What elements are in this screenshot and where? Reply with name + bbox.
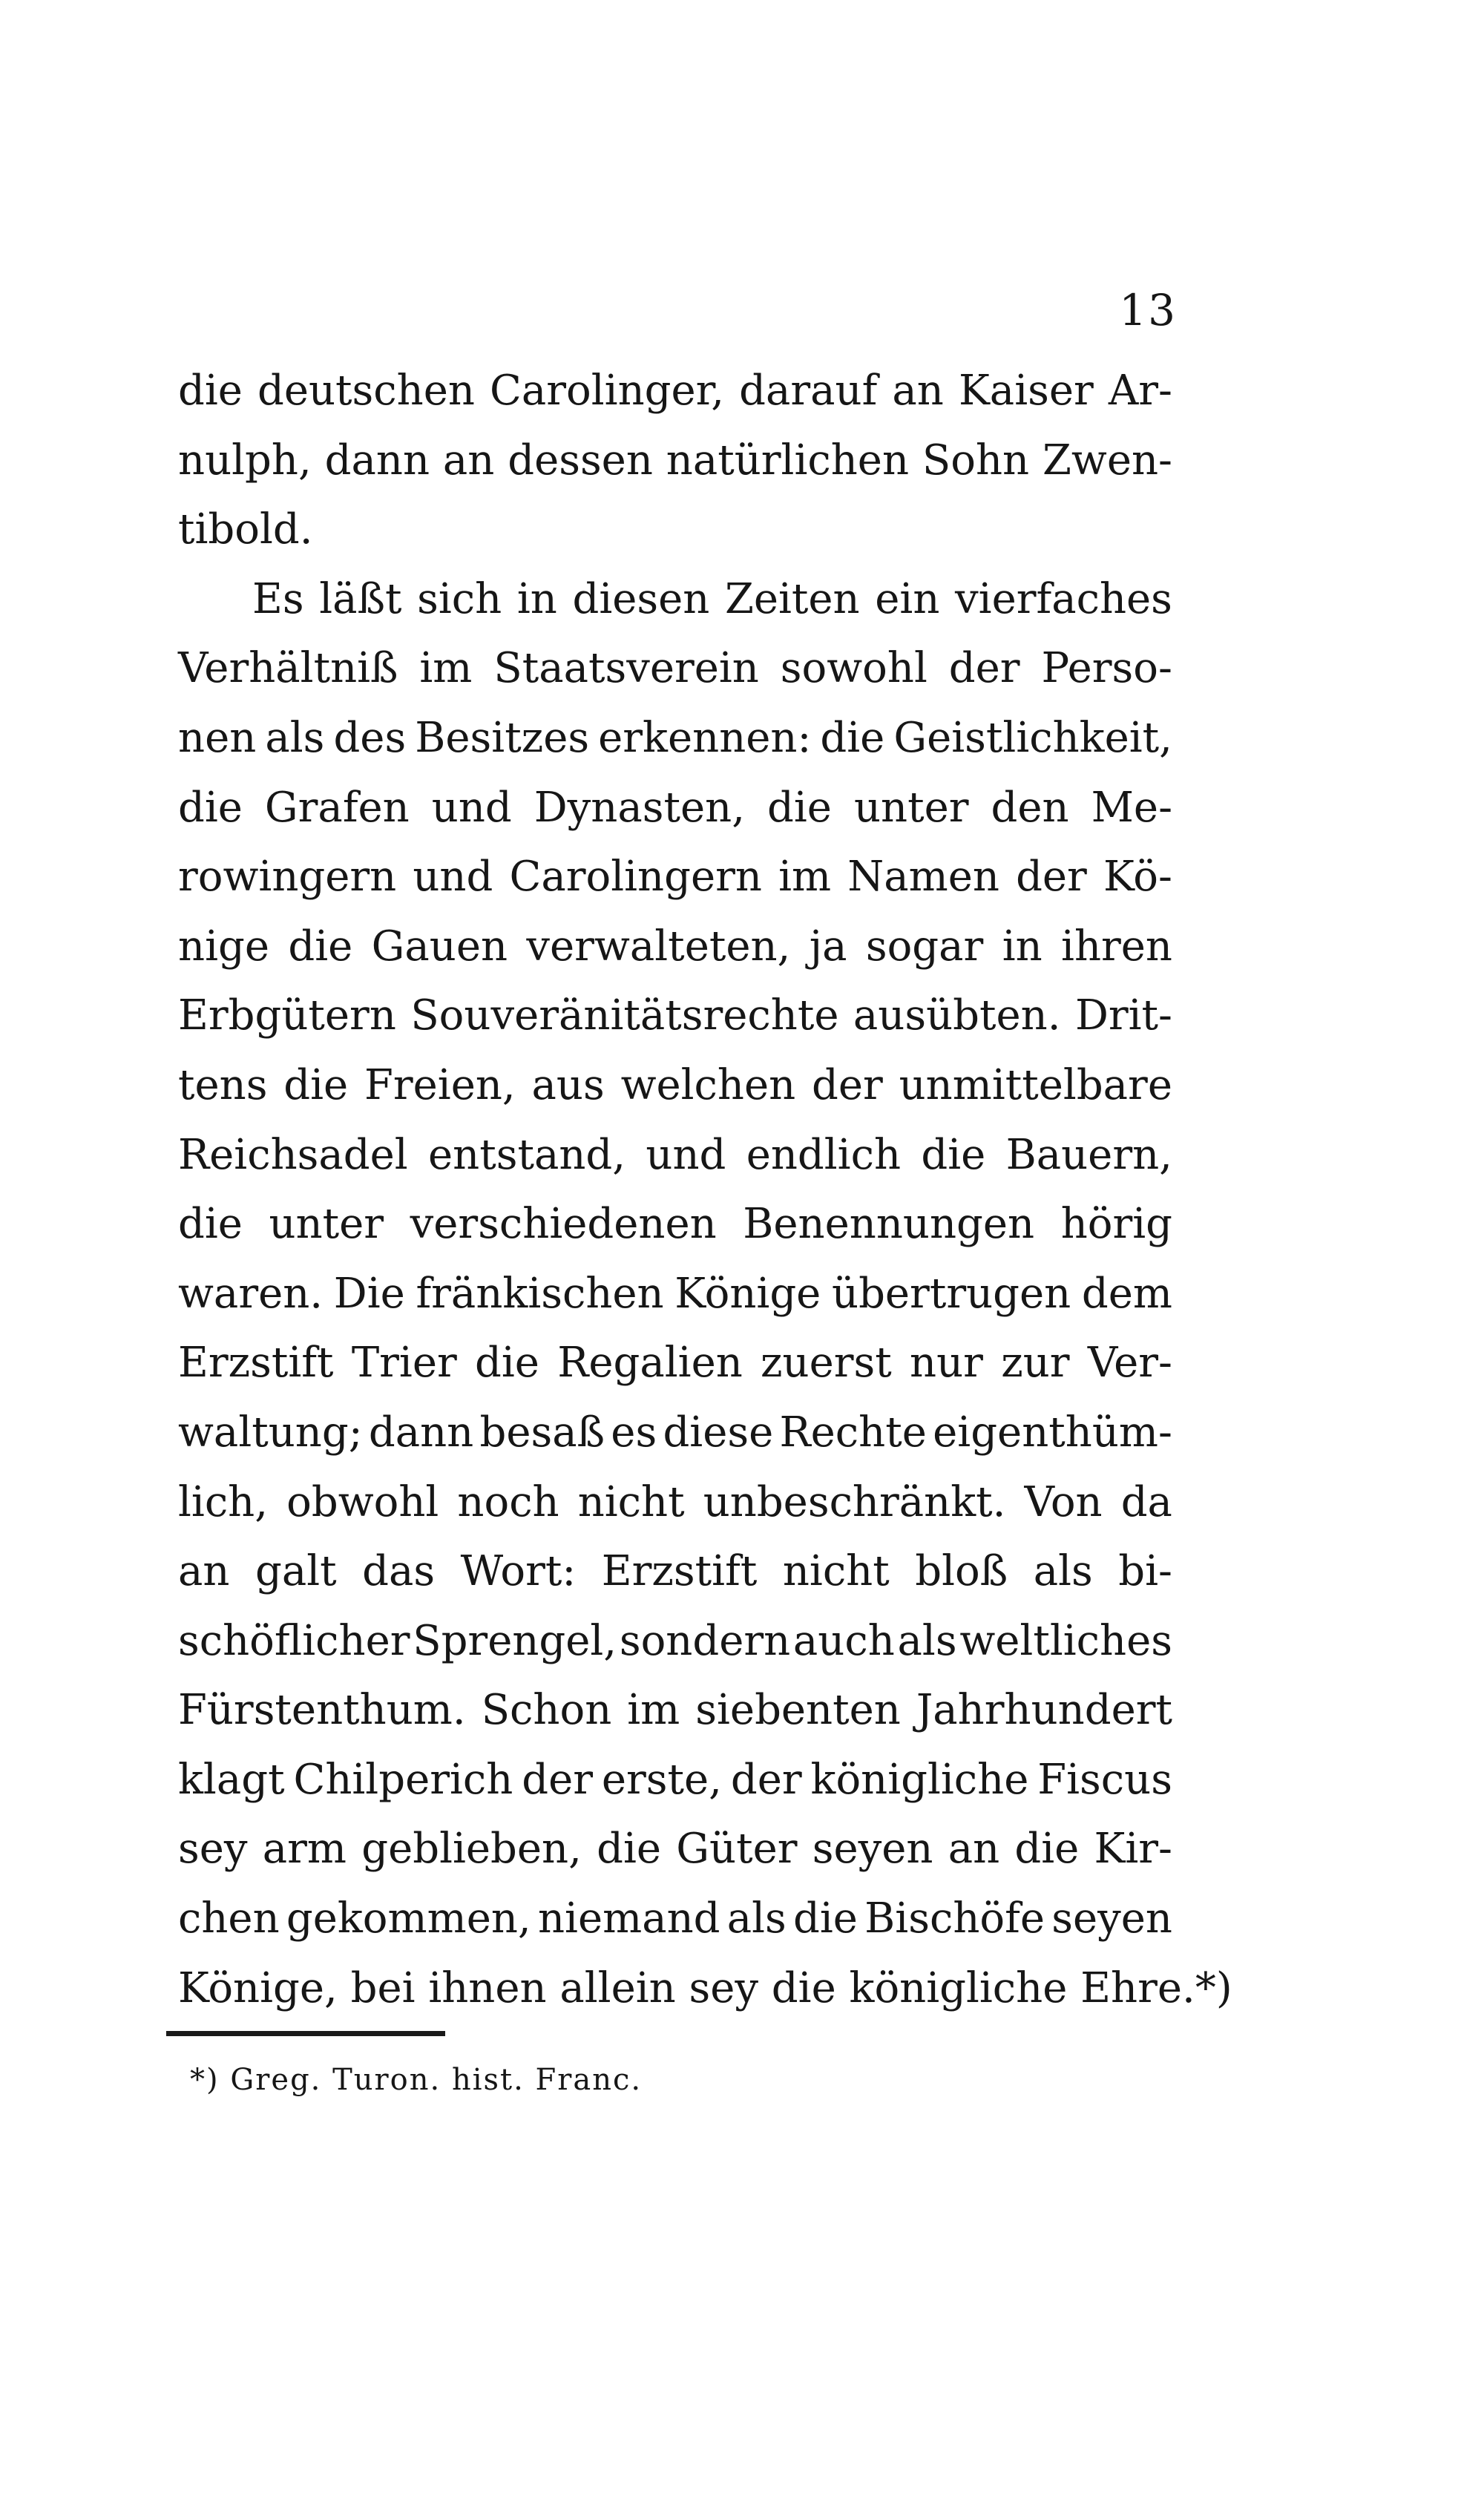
text-line: nulph, dann an dessen natürlichen Sohn Zwen- xyxy=(178,436,1172,485)
text-line: nige die Gauen verwalteten, ja sogar in ihren xyxy=(178,922,1172,971)
text-line: sey arm geblieben, die Güter seyen an die Kir- xyxy=(178,1825,1172,1874)
text-line: Reichsadel entstand, und endlich die Bauern, xyxy=(178,1130,1172,1179)
text-line: die deutschen Carolinger, darauf an Kaiser Ar- xyxy=(178,367,1172,415)
text-line: waltung; dann besaß es diese Rechte eigenthüm- xyxy=(178,1408,1172,1457)
footnote: *) Greg. Turon. hist. Franc. xyxy=(190,2063,643,2097)
text-line: die Grafen und Dynasten, die unter den Me- xyxy=(178,783,1172,832)
text-line: die unter verschiedenen Benennungen hörig xyxy=(178,1200,1172,1249)
text-line: tens die Freien, aus welchen der unmittelbare xyxy=(178,1060,1172,1109)
text-line: Könige, bei ihnen allein sey die königliche Ehre.*) xyxy=(178,1963,1232,2012)
text-line: Erzstift Trier die Regalien zuerst nur zur Ver- xyxy=(178,1339,1172,1388)
page-number: 13 xyxy=(1119,285,1177,335)
text-line: lich, obwohl noch nicht unbeschränkt. Von da xyxy=(178,1477,1172,1526)
text-line: Fürstenthum. Schon im siebenten Jahrhundert xyxy=(178,1686,1172,1735)
text-line: waren. Die fränkischen Könige übertrugen dem xyxy=(178,1269,1172,1318)
text-line: chen gekommen, niemand als die Bischöfe seyen xyxy=(178,1894,1172,1943)
text-line: tibold. xyxy=(178,505,313,554)
text-line: Verhältniß im Staatsverein sowohl der Perso- xyxy=(178,644,1172,693)
body-text xyxy=(178,356,1232,2023)
text-line: Es läßt sich in diesen Zeiten ein vierfaches xyxy=(252,574,1172,623)
footnote-divider xyxy=(166,2031,445,2036)
text-line: schöflicher Sprengel, sondern auch als weltliches xyxy=(178,1616,1172,1665)
text-line: an galt das Wort: Erzstift nicht bloß als bi- xyxy=(178,1547,1172,1596)
text-line: nen als des Besitzes erkennen: die Geistlichkeit, xyxy=(178,713,1172,762)
text-line: klagt Chilperich der erste, der königliche Fiscus xyxy=(178,1755,1172,1804)
text-line: Erbgütern Souveränitätsrechte ausübten. Drit- xyxy=(178,991,1172,1040)
text-line: rowingern und Carolingern im Namen der Kö- xyxy=(178,853,1172,902)
